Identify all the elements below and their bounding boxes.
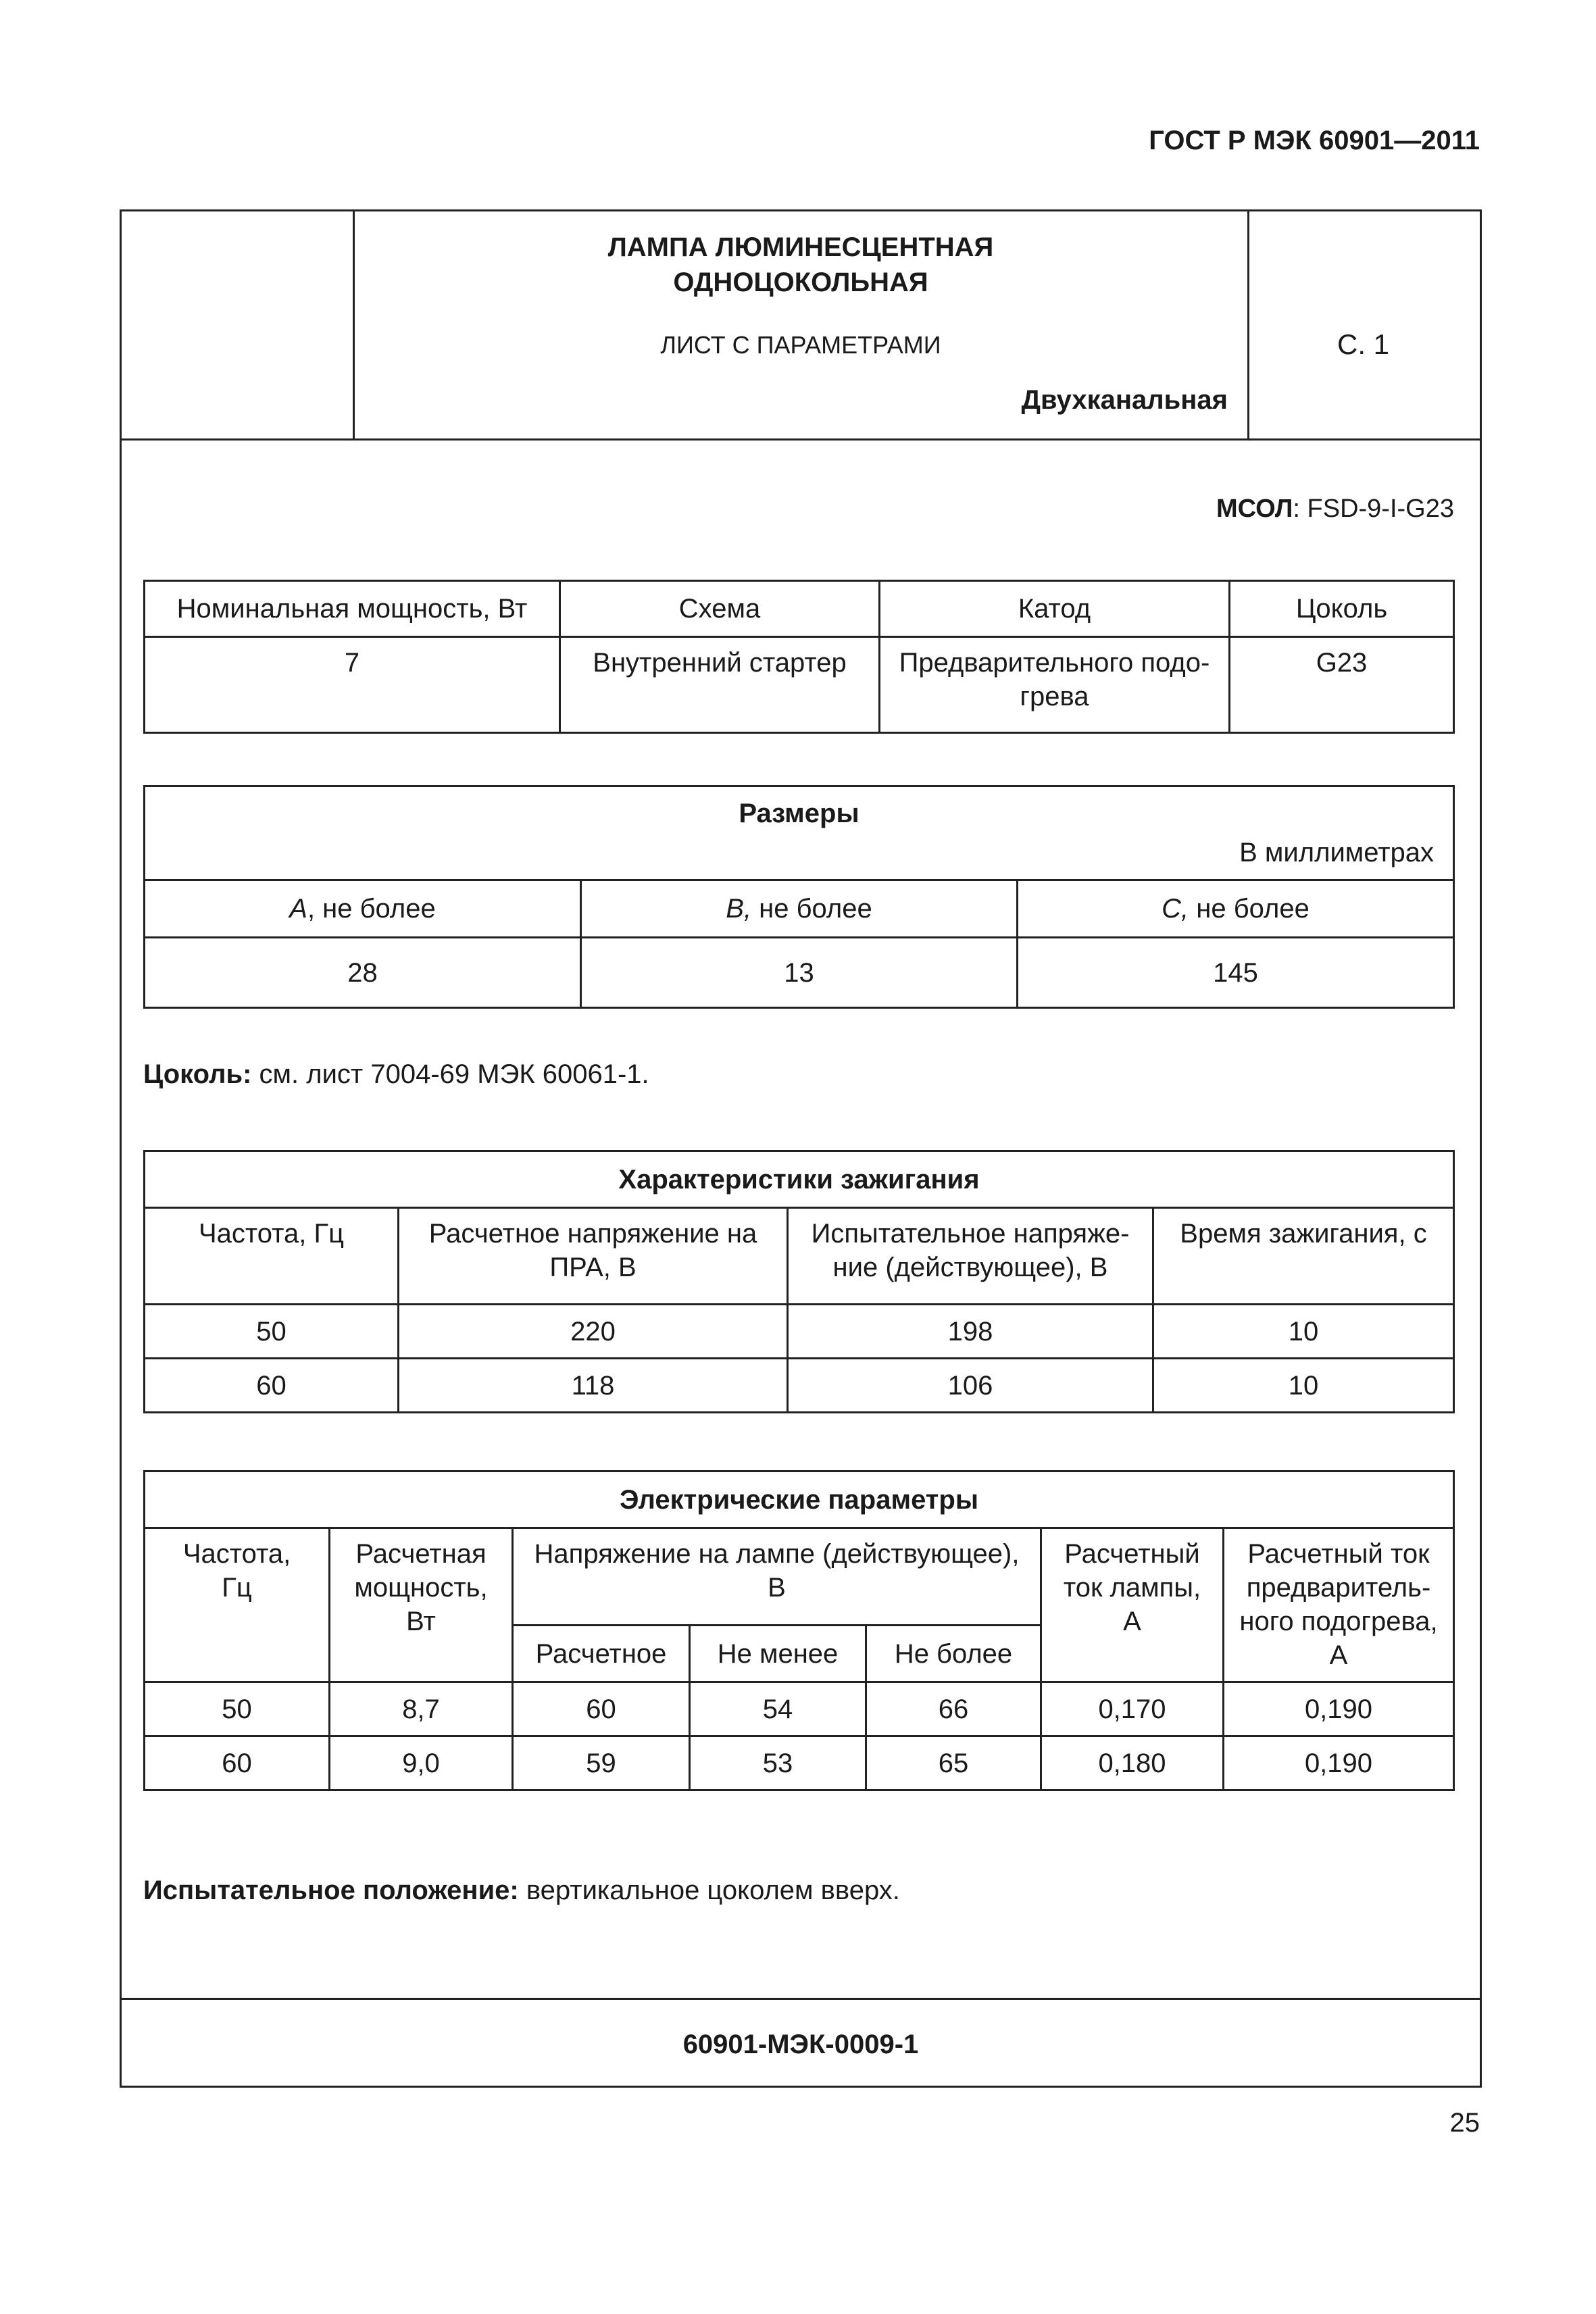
- sheet-code: 60901-МЭК-0009-1: [682, 2030, 919, 2059]
- lamp-code: [1216, 495, 1454, 524]
- ign-cell: 118: [399, 1359, 788, 1413]
- header-power: Номинальная мощность, Вт: [145, 581, 560, 637]
- header-divider: [122, 438, 1480, 441]
- el-cell: 50: [145, 1682, 330, 1736]
- table-row: [145, 1682, 1454, 1736]
- main-parameters-table: [143, 580, 1455, 734]
- ign-cell: 50: [145, 1305, 399, 1359]
- table-row: [145, 1736, 1454, 1790]
- dim-header-c: C, не более: [1018, 880, 1454, 938]
- base-note-label: Цоколь:: [143, 1059, 252, 1089]
- ignition-table: [143, 1150, 1455, 1413]
- cathode-line-2: грева: [1020, 682, 1089, 711]
- base-note-text: см. лист 7004-69 МЭК 60061-1.: [251, 1059, 649, 1089]
- el-cell: 65: [866, 1736, 1041, 1790]
- el-header-rated: Расчетное: [513, 1626, 690, 1682]
- ign-cell: 220: [399, 1305, 788, 1359]
- sheet-number: С. 1: [1337, 328, 1390, 360]
- test-position-note: [143, 1876, 900, 1906]
- ign-cell: 10: [1153, 1359, 1454, 1413]
- test-position-text: вертикальное цоколем вверх.: [518, 1876, 900, 1905]
- el-header-lamp-current: Расчетный ток лампы, А: [1041, 1528, 1224, 1682]
- sheet-frame: [120, 209, 1482, 2088]
- el-header-voltage: Напряжение на лампе (действующее), В: [513, 1528, 1041, 1626]
- el-cell: 66: [866, 1682, 1041, 1736]
- ignition-title: Характеристики зажигания: [145, 1151, 1454, 1208]
- page-number: 25: [1449, 2108, 1480, 2138]
- value-power: 7: [145, 637, 560, 733]
- header-base: Цоколь: [1230, 581, 1454, 637]
- ign-header-ballast-voltage: Расчетное напряжение на ПРА, В: [399, 1208, 788, 1305]
- ign-cell: 106: [788, 1359, 1153, 1413]
- title-line-1: ЛАМПА ЛЮМИНЕСЦЕНТНАЯ: [607, 232, 994, 262]
- el-header-power: Расчетная мощность, Вт: [330, 1528, 513, 1682]
- table-row: [145, 1359, 1454, 1413]
- el-header-frequency: Частота, Гц: [145, 1528, 330, 1682]
- dimensions-unit: В миллиметрах: [1239, 838, 1435, 867]
- dim-header-a: A, не более: [145, 880, 581, 938]
- dim-value-a: 28: [145, 938, 581, 1008]
- el-cell: 53: [690, 1736, 866, 1790]
- header-cathode: Катод: [880, 581, 1230, 637]
- el-cell: 59: [513, 1736, 690, 1790]
- el-cell: 54: [690, 1682, 866, 1736]
- dim-header-b: B, не более: [581, 880, 1018, 938]
- subtitle: ЛИСТ С ПАРАМЕТРАМИ: [660, 331, 941, 359]
- ign-cell: 10: [1153, 1305, 1454, 1359]
- dimensions-title: Размеры: [739, 799, 859, 828]
- variant-label: Двухканальная: [1021, 385, 1228, 415]
- table-row: [145, 1305, 1454, 1359]
- footer-divider: [122, 1998, 1480, 2000]
- el-cell: 0,190: [1224, 1736, 1454, 1790]
- title-line-2: ОДНОЦОКОЛЬНАЯ: [673, 268, 928, 297]
- value-circuit: Внутренний стартер: [560, 637, 880, 733]
- el-header-preheat-current: Расчетный ток предваритель- ного подогрева, А: [1224, 1528, 1454, 1682]
- cathode-line-1: Предварительного подо-: [899, 648, 1210, 678]
- ign-header-test-voltage: Испытательное напряже- ние (действующее), В: [788, 1208, 1153, 1305]
- standard-number: ГОСТ Р МЭК 60901—2011: [1149, 126, 1480, 155]
- el-header-min: Не менее: [690, 1626, 866, 1682]
- ign-cell: 60: [145, 1359, 399, 1413]
- value-cathode: [880, 637, 1230, 733]
- ign-cell: 198: [788, 1305, 1153, 1359]
- electrical-table: [143, 1470, 1455, 1791]
- dim-value-c: 145: [1018, 938, 1454, 1008]
- value-base: G23: [1230, 637, 1454, 733]
- dimensions-title-cell: [145, 786, 1454, 880]
- base-note: [143, 1059, 649, 1090]
- test-position-label: Испытательное положение:: [143, 1876, 519, 1905]
- header-circuit: Схема: [560, 581, 880, 637]
- ign-header-frequency: Частота, Гц: [145, 1208, 399, 1305]
- el-cell: 9,0: [330, 1736, 513, 1790]
- el-cell: 0,170: [1041, 1682, 1224, 1736]
- electrical-title: Электрические параметры: [145, 1472, 1454, 1528]
- el-cell: 60: [145, 1736, 330, 1790]
- el-cell: 8,7: [330, 1682, 513, 1736]
- dimensions-table: [143, 785, 1455, 1009]
- el-cell: 0,180: [1041, 1736, 1224, 1790]
- el-header-max: Не более: [866, 1626, 1041, 1682]
- el-cell: 60: [513, 1682, 690, 1736]
- dim-value-b: 13: [581, 938, 1018, 1008]
- lamp-code-label: МСОЛ: [1216, 495, 1293, 523]
- el-cell: 0,190: [1224, 1682, 1454, 1736]
- lamp-code-value: : FSD-9-I-G23: [1293, 495, 1454, 523]
- ign-header-time: Время зажигания, с: [1153, 1208, 1454, 1305]
